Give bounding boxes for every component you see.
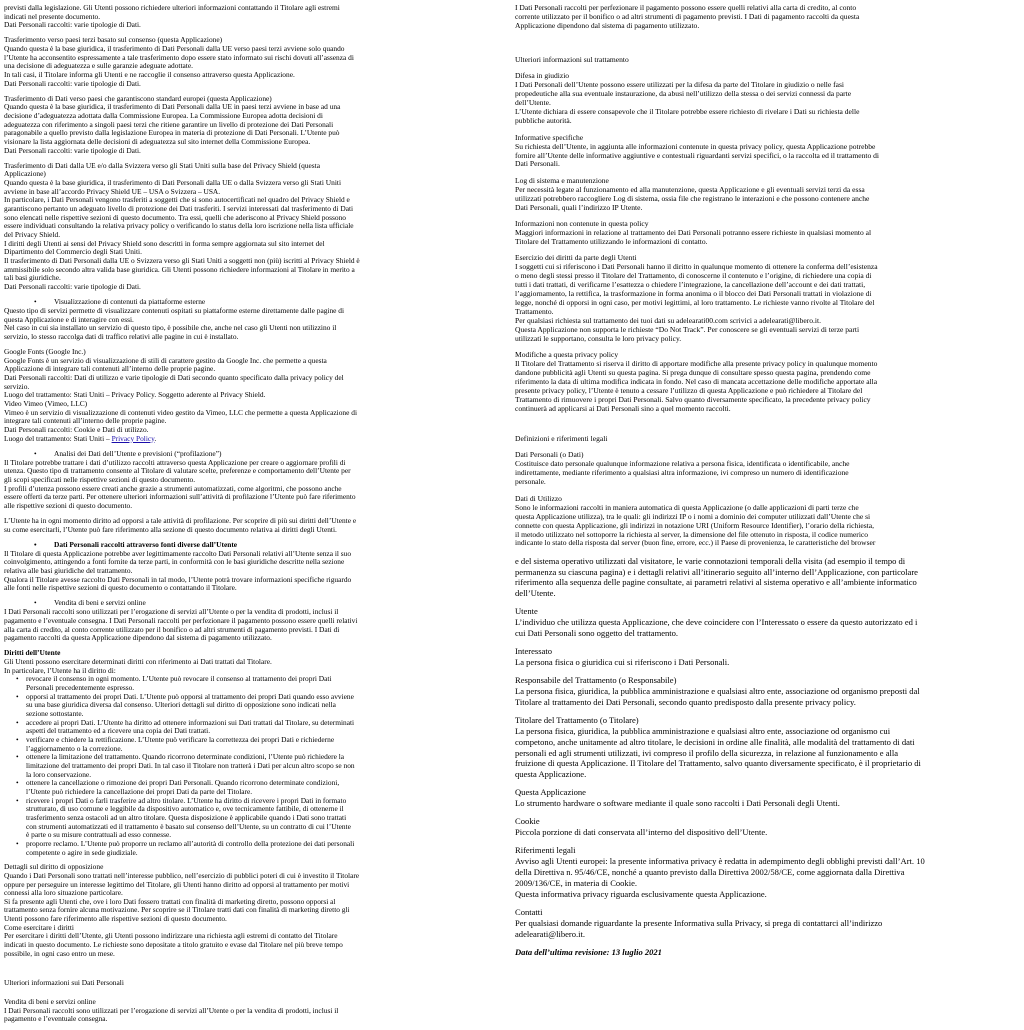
text-line: Applicazione di integrare tali contenuti all’interno delle proprie pagine.: [4, 364, 216, 374]
text-line: Dati Personali, quali l’indirizzo IP Utente.: [515, 202, 643, 212]
profiling-section: [4, 459, 508, 511]
contacts-section: [515, 907, 1020, 940]
text-line: opporsi al trattamento dei propri Dati. L’Utente può opporsi al trattamento dei propri Dati quando esso avviene: [26, 691, 354, 701]
text-line: Il trasferimento di Dati Personali dalla UE o Svizzera verso gli Stati Uniti a soggetti non (più) iscritti al Privacy Shield è: [4, 255, 360, 265]
personal-data-definition: [515, 451, 1020, 487]
bullet-icon: •: [34, 539, 37, 549]
transfer-european-standards-section: [4, 95, 508, 156]
text-line: integrare tali contenuti all’interno delle proprie pagine.: [4, 416, 167, 426]
text-line: Il Titolare di questa Applicazione potrebbe aver legittimamente raccolto Dati Personali relativi all’Utente senza il suo: [4, 548, 352, 558]
text-line: Informazioni non contenute in questa policy: [515, 218, 649, 228]
legal-defense-section: [515, 72, 1020, 126]
text-line: riferimento alla sequenza delle pagine consultate, ai parametri relativi al sistema operativo e all’ambiente informatico: [515, 577, 917, 588]
text-line: alle rispettive sezioni di questo documento.: [4, 500, 133, 510]
text-line: connette con questa Applicazione, gli indirizzi in notazione URI (Uniform Resource Identifier), l’orario della richiesta,: [515, 520, 874, 530]
text-line: Nel caso in cui sia installato un servizio di questo tipo, è possibile che, anche nel caso gli Utenti non utilizzino il: [4, 323, 337, 333]
text-line: I Dati Personali raccolti sono utilizzati per l’erogazione di servizi all’Utente o per la vendita di prodotti, inclusi il: [4, 1005, 339, 1015]
text-line: l’Utente ha acconsentito espressamente a tale trasferimento dopo essere stato informato sui rischi dovuti all’assenza di: [4, 52, 354, 62]
text-line: Dati Personali raccolti: varie tipologie di Dati.: [4, 78, 141, 88]
text-line: Contatti: [515, 906, 543, 917]
text-line: una decisione di adeguatezza e sulle garanzie adeguate adottate.: [4, 61, 193, 71]
text-line: permanenza su ciascuna pagina) e i dettagli relativi all’itinerario seguito all’interno dell’Applicazione, con particolare: [515, 566, 918, 577]
text-line: proporre reclamo. L’Utente può proporre un reclamo all’autorità di controllo della protezione dei dati personali: [26, 838, 355, 848]
text-line: Per qualsiasi richiesta sul trattamento dei tuoi dati su adelearati00.com scrivici a adelearati@libero.it.: [515, 315, 821, 325]
policy-changes-section: [515, 351, 1020, 414]
text-line: Trasferimento di Dati dalla UE e/o dalla Svizzera verso gli Stati Uniti sulla base del Privacy Shield (questa: [4, 160, 321, 170]
text-line: questa Applicazione.: [515, 769, 587, 780]
text-line: pubbliche autorità.: [515, 116, 572, 126]
bullet-heading: • Analisi dei Dati dell’Utente e previsioni (“profilazione”): [34, 448, 222, 458]
text-line: Dati Personali raccolti: Cookie e Dati di utilizzo.: [4, 424, 149, 434]
text-line: tutti i dati trattati, di verificarne l’esattezza o chiedere l’integrazione, la cancellazione dell’account e dei dati trattati,: [515, 280, 866, 290]
text-line: Ulteriori informazioni sul trattamento: [515, 55, 629, 65]
text-line: cui Dati Personali sono oggetto del trattamento.: [515, 628, 679, 639]
text-line: possibile, in ogni caso entro un mese.: [4, 948, 115, 958]
text-line: indicante lo stato della risposta dal server (buon fine, errore, ecc.) il Paese di provenienza, le caratteristiche del browser: [515, 538, 876, 548]
text-line: del Privacy Shield.: [4, 229, 61, 239]
text-line: Costituisce dato personale qualunque informazione relativa a persona fisica, identificata o identificabile, anche: [515, 459, 850, 469]
text-line: Google Fonts è un servizio di visualizzazione di stili di carattere gestito da Google Inc. che permette a questa: [4, 355, 327, 365]
text-line: Qualora il Titolare avesse raccolto Dati Personali in tal modo, l’Utente potrà trovare informazioni specifiche riguardo: [4, 574, 352, 584]
text-line: In particolare, l’Utente ha il diritto di:: [4, 665, 116, 675]
text-line: Interessato: [515, 646, 553, 657]
text-line: indicati nel presente documento.: [4, 11, 101, 21]
text-line: Quando i Dati Personali sono trattati nell’interesse pubblico, nell’esercizio di pubblici poteri di cui è investito il Titolare: [4, 870, 360, 880]
specific-notices-section: [515, 134, 1020, 170]
text-line: pagamento e l’eventuale consegna. I Dati Personali raccolti per perfezionare il pagamento possono essere quelli relativi: [4, 616, 358, 626]
text-line: Modifiche a questa privacy policy: [515, 350, 619, 360]
text-line: Questo tipo di servizi permette di visualizzare contenuti ospitati su piattaforme esterne direttamente dalle pagine di: [4, 305, 345, 315]
text-line: previsti dalla legislazione. Gli Utenti possono richiedere ulteriori informazioni contattando il Titolare agli estremi: [4, 3, 340, 12]
text-line: I profili d’utenza possono essere creati anche grazie a strumenti automatizzati, come algoritmi, che possono anche: [4, 483, 342, 493]
user-definition: [515, 606, 1020, 639]
text-line: Ulteriori informazioni sui Dati Personali: [4, 977, 124, 987]
text-line: Per necessità legate al funzionamento ed alla manutenzione, questa Applicazione e gli eventuali servizi terzi da essa: [515, 184, 865, 194]
text-line: Piccola porzione di dati conservata all’interno del dispositivo dell’Utente.: [515, 827, 768, 838]
text-line: competono, anche unitamente ad altro titolare, le decisioni in ordine alle finalità, alle modalità del trattamento di dati: [515, 736, 915, 747]
text-line: personali ed agli strumenti utilizzati, ivi compreso il profilo della sicurezza, in relazione al funzionamento e alla: [515, 747, 899, 758]
bullet-icon: •: [16, 795, 19, 805]
text-line: Il Titolare potrebbe trattare i dati d’utilizzo raccolti attraverso questa Applicazione per creare o aggiornare profili di: [4, 457, 346, 467]
list-item: [4, 753, 508, 779]
text-line: I diritti degli Utenti ai sensi del Privacy Shield sono descritti in forma sempre aggiornata sul sito internet del: [4, 238, 325, 248]
bullet-icon: •: [34, 598, 37, 608]
text-line: Dati Personali raccolti: varie tipologie di Dati.: [4, 20, 141, 30]
privacy-shield-section: [4, 162, 508, 292]
text-line: Trasferimento verso paesi terzi basato sul consenso (questa Applicazione): [4, 35, 223, 45]
text-line: Dati Personali raccolti: varie tipologie di Dati.: [4, 145, 141, 155]
text-line: il metodo utilizzato nel sottoporre la richiesta al server, la dimensione del file ottenuto in risposta, il codice numerico: [515, 529, 869, 539]
text-line: Questa Applicazione non supporta le richieste “Do Not Track”. Per conoscere se gli eventuali servizi di terze parti: [515, 324, 860, 334]
text-line: connessi alla loro situazione particolare.: [4, 888, 123, 898]
text-line: ottenere la limitazione del trattamento. Quando ricorrono determinate condizioni, l’Utente può richiedere la: [26, 752, 345, 762]
bullet-icon: •: [16, 752, 19, 762]
text-line: visionare la lista aggiornata delle decisioni di adeguatezza sul sito internet della Commissione Europea.: [4, 136, 311, 146]
cookie-definition: [515, 816, 1020, 838]
text-line: paragonabile a quello previsto dalla legislazione Europea in materia di protezione di Dati Personali. L’Utente può: [4, 128, 340, 138]
text-line: essere individuati consultando la relativa privacy policy o verificando lo status della loro iscrizione nella lista ufficiale: [4, 221, 354, 231]
text-line: servizio.: [4, 381, 30, 391]
text-line: Dati Personali (o Dati): [515, 450, 584, 460]
section-title: [515, 435, 1020, 444]
google-fonts-section: Google Fonts (Google Inc.) Google Fonts è un servizio di visualizzazione di stili di carattere gestito da Google Inc. che permette a questa Applicazione di integrare tali contenuti all’interno delle proprie pagine. Dati Personali raccolti: Dati di utilizzo e varie tipologie di Dati secondo quanto specificato dalla privacy policy del servizio. Luogo del trattamento: Stati Uniti – Privacy Policy. Soggetto aderente al Privacy Shield. Video Vimeo (Vimeo, LLC) Vimeo è un servizio di visualizzazione di contenuti video gestito da Vimeo, LLC che permette a questa Applicazione di integrare tali contenuti all’interno delle proprie pagine. Dati Personali raccolti: Cookie e Dati di utilizzo. Luogo del trattamento: Stati Uniti – Privacy Policy.: [4, 348, 508, 443]
text-line: presente privacy policy, l’Utente è tenuto a cessare l’utilizzo di questa Applicazione e può richiedere al Titolare del: [515, 385, 863, 395]
text-line: tali basi giuridiche.: [4, 273, 61, 283]
list-item: [4, 675, 508, 692]
text-line: Dati Personali raccolti: Dati di utilizzo e varie tipologie di Dati secondo quanto specificato dalla privacy policy del: [4, 372, 344, 382]
text-line: Quando questa è la base giuridica, il trasferimento di Dati Personali dalla UE in paesi terzi avviene in base ad una: [4, 102, 341, 112]
text-line: Google Fonts (Google Inc.): [4, 346, 86, 356]
text-line: Dati Personali raccolti: varie tipologie di Dati.: [4, 281, 141, 291]
text-line: Video Vimeo (Vimeo, LLC): [4, 398, 88, 408]
text-line: In tali casi, il Titolare informa gli Utenti e ne raccoglie il consenso attraverso questa Applicazione.: [4, 69, 295, 79]
text-line: trattamento senza fornire alcuna motivazione. Per scoprire se il Titolare tratti dati con finalità di marketing diretto gli: [4, 905, 350, 915]
text-line: I Dati Personali raccolti per perfezionare il pagamento possono essere quelli relativi alla carta di credito, al conto: [515, 3, 857, 12]
text-line: Log di sistema e manutenzione: [515, 175, 609, 185]
text-line: Titolare al trattamento dei Dati Personali, secondo quanto predisposto dalla presente privacy policy.: [515, 696, 856, 707]
text-line: La persona fisica, giuridica, la pubblica amministrazione e qualsiasi altro ente, associazione od organismo cui: [515, 725, 891, 736]
text-line: servizio, lo stesso raccolga dati di traffico relativi alle pagine in cui è installato.: [4, 331, 239, 341]
text-line: adelearati@libero.it.: [515, 928, 586, 939]
legal-references-section: [515, 845, 1020, 899]
bullet-icon: •: [16, 717, 19, 727]
text-line: gli scopi specificati nelle rispettive sezioni di questo documento.: [4, 474, 196, 484]
text-line: indirettamente, mediante riferimento a qualsiasi altra informazione, ivi compreso un numero di identificazione: [515, 468, 849, 478]
text-line: propedeutiche alla sua eventuale instaurazione, da abusi nell’utilizzo della stessa o dei servizi connessi da parte: [515, 89, 852, 99]
text-line: Per esercitare i diritti dell’Utente, gli Utenti possono indirizzare una richiesta agli estremi di contatto del Titolare: [4, 931, 338, 941]
text-line: Cookie: [515, 816, 540, 827]
text-line: Vimeo è un servizio di visualizzazione di contenuti video gestito da Vimeo, LLC che permette a questa Applicazione di: [4, 407, 358, 417]
text-line: fornire all’Utente delle informative aggiuntive e contestuali riguardanti servizi specifici, o la raccolta ed il trattamento di: [515, 150, 879, 160]
text-line: decisione d’adeguatezza adottata dalla Commissione Europea. La Commissione Europea adotta decisioni di: [4, 111, 323, 120]
text-line: ottenere la cancellazione o rimozione dei propri Dati Personali. Quando ricorrono determinate condizioni,: [26, 778, 340, 788]
list-item: [4, 736, 508, 753]
text-line: personale.: [515, 477, 546, 487]
left-column: [4, 4, 508, 1030]
text-line: Trasferimento di Dati verso paesi che garantiscono standard europei (questa Applicazione): [4, 93, 272, 103]
usage-data-definition: [515, 495, 1020, 549]
bullet-icon: •: [34, 448, 37, 458]
text-line: o meno degli stessi presso il Titolare del Trattamento, di conoscerne il contenuto e l’origine, di richiedere una copia di: [515, 271, 872, 281]
text-line: sezione sottostante.: [26, 709, 84, 719]
list-item: [4, 693, 508, 719]
text-line: Gli Utenti possono esercitare determinati diritti con riferimento ai Dati trattati dal Titolare.: [4, 657, 272, 667]
list-item: [4, 779, 508, 796]
text-line: utilizzati potrebbero raccogliere Log di sistema, ossia file che registrano le interazioni e che possono contenere anche: [515, 193, 870, 203]
text-line: con strumenti automatizzati ed il trattamento è basato sul consenso dell’Utente, su un contratto di cui l’Utente: [26, 821, 351, 831]
text-line: è parte o su misure contrattuali ad esso connesse.: [26, 830, 172, 840]
right-column: [515, 4, 1020, 965]
text-line: garantiscono pertanto un adeguato livello di protezione dei Dati trasferiti. I servizi interessati dal trasferimento di Dati: [4, 203, 354, 213]
text-line: La persona fisica o giuridica cui si riferiscono i Dati Personali.: [515, 657, 730, 668]
text-line: l’aggiornamento, la rettifica, la trasformazione in forma anonima o il blocco dei Dati Personali trattati in violazione di: [515, 289, 872, 298]
text-line: L’individuo che utilizza questa Applicazione, che deve coincidere con l’Interessato o essere da questo autorizzato ed i: [515, 617, 918, 628]
text-line: Personali precedentemente espresso.: [26, 683, 135, 693]
text-line: Luogo del trattamento: Stati Uniti – Privacy Policy. Soggetto aderente al Privacy Shield.: [4, 390, 266, 400]
text-line: pagamento e l’eventuale consegna.: [4, 1014, 108, 1024]
last-revision-date: Data dell’ultima revisione: 13 luglio 2021: [515, 946, 662, 957]
text-line: Dettagli sul diritto di opposizione: [4, 862, 104, 872]
text-line: Maggiori informazioni in relazione al trattamento dei Dati Personali potranno essere richieste in qualsiasi momento al: [515, 227, 872, 237]
list-item: [4, 719, 508, 736]
text-line: Trattamento.: [515, 306, 554, 316]
list-item: [4, 840, 508, 857]
text-line: utenza. Questo tipo di trattamento consente al Titolare di valutare scelte, preferenze e comportamento dell’Utente per: [4, 466, 351, 476]
large-text-block: [515, 556, 1020, 958]
text-line: l’aggiornamento o la correzione.: [26, 743, 123, 753]
section-title: Diritti dell’Utente: [4, 648, 61, 658]
text-line: aspetti del trattamento ed a ricevere una copia dei Dati trattati.: [26, 726, 211, 736]
text-line: Utenti possono fare riferimento alle rispettive sezioni di questo documento.: [4, 914, 227, 924]
application-definition: [515, 787, 1020, 809]
text-line: Riferimenti legali: [515, 845, 576, 856]
payment-data-paragraph: [515, 4, 1020, 31]
text-line: oppure per perseguire un interesse legittimo del Titolare, gli Utenti hanno diritto ad opporsi al trattamento per motivi: [4, 879, 350, 889]
exercise-rights-section: [515, 254, 1020, 344]
text-line: Definizioni e riferimenti legali: [515, 434, 608, 444]
privacy-policy-link[interactable]: Privacy Policy: [111, 433, 155, 443]
bullet-icon: •: [34, 296, 37, 306]
text-line: dell’Utente.: [515, 98, 551, 108]
text-line: pagamento raccolti da questa Applicazione dipendono dal sistema di pagamento utilizzato.: [4, 633, 272, 643]
text-line: Responsabile del Trattamento (o Responsabile): [515, 675, 677, 686]
text-line: Informative specifiche: [515, 132, 584, 142]
text-line: avviene in base all’accordo Privacy Shield UE – USA o Svizzera – USA.: [4, 186, 221, 196]
text-line: relativa alle basi giuridiche del trattamento.: [4, 566, 133, 576]
bullet-icon: •: [16, 674, 19, 684]
paragraph: [4, 4, 508, 30]
text-line: ricevere i propri Dati o farli trasferire ad altro titolare. L’Utente ha diritto di ricevere i propri Dati in formato: [26, 795, 347, 805]
text-line: sono elencati nelle rispettive sezioni di questo documento. Tra essi, quelli che aderiscono al Privacy Shield possono: [4, 212, 346, 222]
text-line: strutturato, di uso comune e leggibile da dispositivo automatico e, ove tecnicamente fattibile, di ottenerne il: [26, 804, 344, 814]
text-line: dell’Utente.: [515, 588, 556, 599]
transfer-consent-section: [4, 36, 508, 88]
text-line: Lo strumento hardware o software mediante il quale sono raccolti i Dati Personali degli Utenti.: [515, 798, 840, 809]
text-line: e del sistema operativo utilizzati dal visitatore, le varie connotazioni temporali della visita (ad esempio il tempo di: [515, 555, 906, 566]
text-line: trasferimento senza ostacoli ad un altro titolare. Questa disposizione è applicabile quando i Dati sono trattati: [26, 812, 347, 822]
text-line: 2009/136/CE, in materia di Cookie.: [515, 877, 638, 888]
section-title: [515, 56, 1020, 65]
text-line: Difesa in giudizio: [515, 71, 570, 81]
controller-definition: [515, 715, 1020, 780]
opposition-details-section: [4, 863, 508, 958]
online-sales-section: [4, 608, 508, 643]
text-line: Sono le informazioni raccolti in maniera automatica di questa Applicazione (o dalle applicazioni di parti terze che: [515, 502, 859, 512]
text-line: verificare e chiedere la rettificazione. L’Utente può verificare la correttezza dei propri Dati e richiederne: [26, 735, 335, 744]
bullet-heading: • Dati Personali raccolti attraverso fonti diverse dall’Utente: [34, 539, 238, 549]
text-line: questa Applicazione utilizza), tra le quali: gli indirizzi IP o i nomi a dominio dei computer utilizzati dall’Utente che si: [515, 511, 871, 521]
section-title: [4, 979, 508, 988]
text-line: su una base giuridica diversa dal consenso. Ulteriori dettagli sul diritto di opposizione sono indicati nella: [26, 700, 336, 710]
text-line: Avviso agli Utenti europei: la presente informativa privacy è redatta in adempimento degli obblighi previsti dall’Art. 10: [515, 856, 925, 867]
text-line: I Dati Personali raccolti sono utilizzati per l’erogazione di servizi all’Utente o per la vendita di prodotti, inclusi il: [4, 607, 339, 617]
text-line: Titolare del Trattamento utilizzando le informazioni di contatto.: [515, 236, 708, 246]
text-line: Utente: [515, 606, 538, 617]
text-line: riferimento la data di ultima modifica indicata in fondo. Nel caso di mancata accettazione delle modifiche apportate alla: [515, 377, 878, 387]
bullet-icon: •: [16, 778, 19, 788]
online-sales-section: [4, 998, 508, 1024]
text-line: legge, nonché di opporsi in ogni caso, per motivi legittimi, al loro trattamento. Le richieste vanno rivolte al Titolare del: [515, 297, 875, 307]
system-logs-section: [515, 177, 1020, 213]
user-rights-section: [4, 649, 508, 857]
bullet-heading: • Visualizzazione di contenuti da piattaforme esterne: [34, 296, 206, 306]
text-line: Esercizio dei diritti da parte degli Utenti: [515, 253, 637, 263]
text-line: della Direttiva n. 95/46/CE, nonché a quanto previsto dalla Direttiva 2002/58/CE, come aggiornata dalla Direttiva: [515, 867, 905, 878]
bullet-icon: •: [16, 735, 19, 744]
text-line: adeguatezza con riferimento a singoli paesi terzi che ritiene garantire un livello di protezione dei Dati Personali: [4, 119, 334, 129]
text-line: coinvolgimento, attingendo a fonti fornite da terze parti, in conformità con le basi giuridiche descritte nella sezione: [4, 557, 345, 567]
text-line: Vendita di beni e servizi online: [4, 996, 96, 1006]
text-line: Applicazione): [4, 169, 46, 179]
usage-data-continued: [515, 556, 1020, 599]
text-line: competente o agire in sede giudiziale.: [26, 847, 138, 857]
other-sources-section: [4, 550, 508, 593]
text-line: Dati Personali.: [515, 159, 560, 169]
text-line: Su richiesta dell’Utente, in aggiunta alle informazioni contenute in questa privacy policy, questa Applicazione potrebbe: [515, 141, 876, 151]
text-line: La persona fisica, giuridica, la pubblica amministrazione e qualsiasi altro ente, associazione od organismo preposti dal: [515, 686, 920, 697]
text-line: utilizzati le supportano, consulta le loro privacy policy.: [515, 333, 682, 343]
text-line: Trattamento di rimuovere i propri Dati Personali. Salvo quanto diversamente specificato, la precedente privacy policy: [515, 394, 871, 404]
text-line: essere offerti da terze parti. Per ottenere ulteriori informazioni sull’attività di profilazione l’Utente può fare riferimento: [4, 492, 356, 502]
text-line: L’Utente ha in ogni momento diritto ad opporsi a tale attività di profilazione. Per scoprire di più sui diritti dell’Utente e: [4, 515, 357, 525]
external-platforms-section: [4, 307, 508, 342]
text-line: ammissibile solo secondo altra valida base giuridica. Gli Utenti possono richiedere informazioni al Titolare in merito a: [4, 264, 355, 274]
profiling-opposition-paragraph: [4, 517, 508, 534]
text-line: In particolare, i Dati Personali vengono trasferiti a soggetti che si sono autocertificati nel quadro del Privacy Shield e: [4, 195, 350, 205]
text-line: corrente utilizzato per il bonifico o ad altri strumenti di pagamento previsti. I Dati di pagamento raccolti da questa: [515, 11, 860, 21]
text-line: fruizione di questa Applicazione. Il Titolare del Trattamento, salvo quanto diversamente specificato, è il proprietario di: [515, 758, 921, 769]
processor-definition: [515, 675, 1020, 708]
bullet-icon: •: [16, 838, 19, 848]
text-line: l’Utente può richiedere la cancellazione dei propri Dati da parte del Titolare.: [26, 786, 253, 796]
text-line: Dipartimento del Commercio degli Stati Uniti.: [4, 247, 142, 257]
text-line: Come esercitare i diritti: [4, 922, 74, 932]
text-line: Per qualsiasi domande riguardante la presente Informativa sulla Privacy, si prega di contattarci all’indirizzo: [515, 917, 883, 928]
rights-list: [4, 675, 508, 857]
text-line: Si fa presente agli Utenti che, ove i loro Dati fossero trattati con finalità di marketing diretto, possono opporsi al: [4, 896, 336, 906]
text-line: Quando questa è la base giuridica, il trasferimento di Dati Personali dalla UE verso paesi terzi avviene solo quando: [4, 44, 345, 54]
text-line: continuerà ad applicarsi ai Dati Personali sino a quel momento raccolti.: [515, 403, 731, 413]
text-line: Dati di Utilizzo: [515, 493, 562, 503]
text-line: Questa informativa privacy riguarda esclusivamente questa Applicazione.: [515, 888, 767, 899]
text-line: I Dati Personali dell’Utente possono essere utilizzati per la difesa da parte del Titolare in giudizio o nelle fasi: [515, 80, 845, 90]
list-item: [4, 797, 508, 840]
not-contained-info-section: [515, 220, 1020, 247]
text-line: dandone pubblicità agli Utenti su questa pagina. Si prega dunque di consultare spesso questa pagina, prendendo come: [515, 368, 871, 378]
text-line: revocare il consenso in ogni momento. L’Utente può revocare il consenso al trattamento dei propri Dati: [26, 674, 332, 684]
text-line: Titolare del Trattamento (o Titolare): [515, 715, 639, 726]
text-line: su come esercitarli, l’Utente può fare riferimento alla sezione di questo documento relativa ai diritti degli Utenti.: [4, 524, 337, 534]
text-line: alla carta di credito, al conto corrente utilizzato per il bonifico o ad altri strumenti di pagamento previsti. I Dati di: [4, 624, 340, 634]
bullet-icon: •: [16, 691, 19, 701]
text-line: limitazione del trattamento dei propri Dati. In tal caso il Titolare non tratterà i Dati per alcun altro scopo se non: [26, 760, 355, 770]
text-line: la loro conservazione.: [26, 769, 92, 779]
text-line: indicati in questo documento. Le richieste sono depositate a titolo gratuito e evase dal Titolare nel più breve tempo: [4, 940, 343, 950]
text-line: Quando questa è la base giuridica, il trasferimento di Dati Personali dalla UE o dalla Svizzera verso gli Stati Uniti: [4, 177, 341, 187]
text-line: Questa Applicazione: [515, 787, 586, 798]
data-subject-definition: [515, 646, 1020, 668]
text-line: alle fonti nelle rispettive sezioni di questo documento o contattando il Titolare.: [4, 583, 237, 593]
text-line: L’Utente dichiara di essere consapevole che il Titolare potrebbe essere richiesto di rivelare i Dati su richiesta delle: [515, 107, 860, 117]
text-line: accedere ai propri Dati. L’Utente ha diritto ad ottenere informazioni sui Dati trattati dal Titolare, su determinati: [26, 717, 355, 727]
text-line: questa Applicazione e di interagire con essi.: [4, 314, 134, 324]
text-line: Il Titolare del Trattamento si riserva il diritto di apportare modifiche alla presente privacy policy in qualunque momento: [515, 359, 878, 369]
text-line: Applicazione dipendono dal sistema di pagamento utilizzato.: [515, 20, 700, 30]
text-line: I soggetti cui si riferiscono i Dati Personali hanno il diritto in qualunque momento di ottenere la conferma dell’esistenza: [515, 262, 878, 272]
bullet-heading: • Vendita di beni e servizi online: [34, 598, 146, 608]
